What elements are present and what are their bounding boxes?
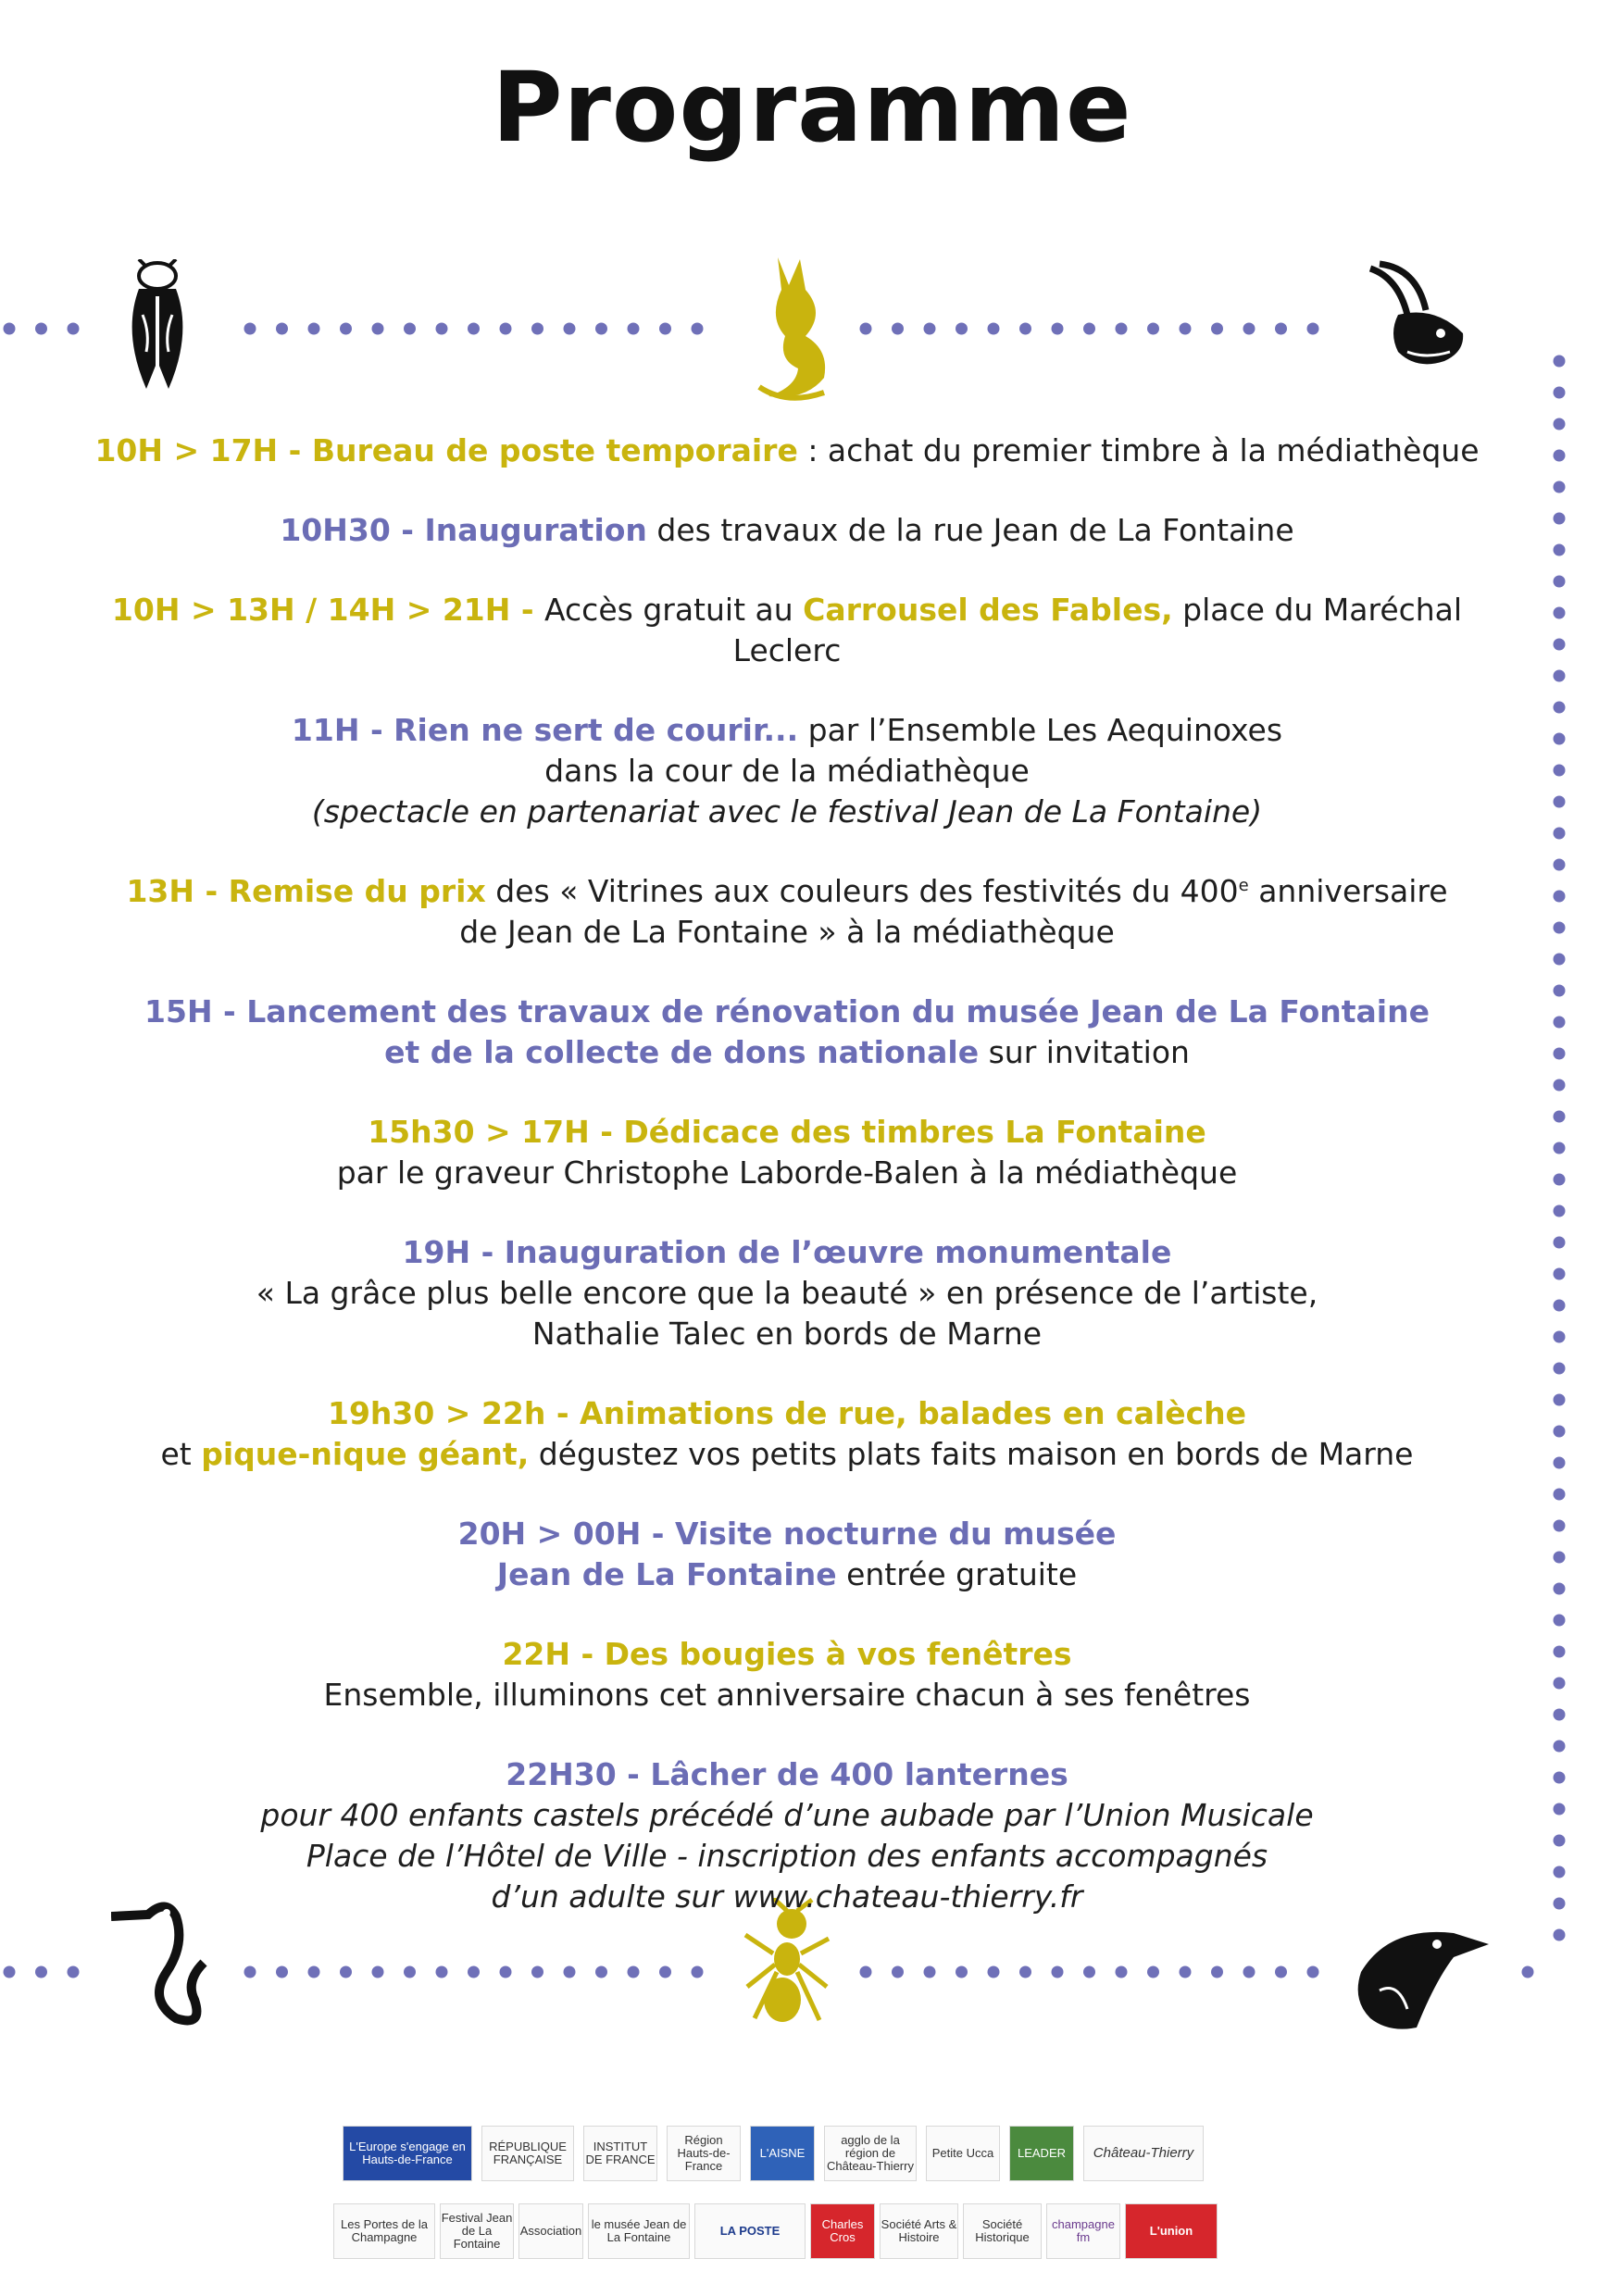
event-2 [56,510,1518,551]
logo-la-poste: LA POSTE [694,2203,806,2259]
event-text: 20H > 00H - Visite nocturne du musée [457,1516,1117,1552]
event-line [56,992,1518,1032]
event-text: 15H - Lancement des travaux de rénovation du musée Jean de La Fontaine [144,993,1430,1029]
logo-societe-historique: Société Historique [963,2203,1042,2259]
event-line [56,590,1518,671]
logo-institut: INSTITUT DE FRANCE [583,2126,657,2181]
beetle-icon [119,259,196,396]
event-4 [56,710,1518,832]
event-line [56,1795,1518,1836]
event-text: 10H30 - Inauguration [280,512,647,548]
logo-charles-cros: Charles Cros [810,2203,875,2259]
event-text: « La grâce plus belle encore que la beauté » en présence de l’artiste, [256,1275,1318,1311]
event-line [56,751,1518,792]
event-10 [56,1514,1518,1595]
event-line [56,1273,1518,1314]
logo-champagne-fm: champagne fm [1046,2203,1120,2259]
event-text: et [160,1436,202,1472]
event-line [56,1032,1518,1073]
event-text: Ensemble, illuminons cet anniversaire chacun à ses fenêtres [323,1677,1251,1713]
event-text: Place de l’Hôtel de Ville - inscription des enfants accompagnés [306,1838,1268,1874]
event-line [56,871,1518,912]
event-9 [56,1393,1518,1475]
event-text: Accès gratuit au [544,592,804,628]
event-text: : achat du premier timbre à la médiathèque [797,432,1480,468]
event-text: 10H > 17H - Bureau de poste temporaire [94,432,798,468]
event-text: 22H30 - Lâcher de 400 lanternes [506,1756,1068,1792]
event-line [56,912,1518,953]
event-text: par l’Ensemble Les Aequinoxes [798,712,1283,748]
event-line [56,710,1518,751]
event-text: 19h30 > 22h - Animations de rue, balades en calèche [327,1395,1247,1431]
event-text: 11H - Rien ne sert de courir... [291,712,799,748]
event-text: pique-nique géant, [201,1436,530,1472]
fox-icon [741,248,843,406]
event-6 [56,992,1518,1073]
program-list [56,430,1518,1956]
rabbit-icon [1361,259,1472,380]
event-7 [56,1112,1518,1193]
event-text: 15h30 > 17H - Dédicace des timbres La Fontaine [368,1114,1206,1150]
logo-chateau-thierry: Château-Thierry [1083,2126,1204,2181]
event-12 [56,1754,1518,1917]
logo-aisne: L'AISNE [750,2126,815,2181]
logo-europe: L'Europe s'engage en Hauts-de-France [343,2126,472,2181]
logo-festival: Festival Jean de La Fontaine [440,2203,514,2259]
event-text: d’un adulte sur www.chateau-thierry.fr [491,1878,1083,1915]
logo-lunion: L'union [1125,2203,1218,2259]
event-text: (spectacle en partenariat avec le festival Jean de La Fontaine) [311,793,1263,830]
page-title: Programme [492,51,1132,164]
event-text: place du Maréchal Leclerc [732,592,1463,668]
logo-association: Association [518,2203,583,2259]
logo-agglo: agglo de la région de Château-Thierry [824,2126,917,2181]
event-text: sur invitation [979,1034,1190,1070]
event-line [56,1754,1518,1795]
event-line [56,1634,1518,1675]
event-line [56,1675,1518,1716]
sponsor-logos [333,2111,1315,2277]
event-1 [56,430,1518,471]
event-line [56,1314,1518,1354]
event-text: dans la cour de la médiathèque [544,753,1030,789]
event-text: entrée gratuite [836,1556,1078,1592]
event-line [56,1514,1518,1554]
logo-portes-champagne: Les Portes de la Champagne [333,2203,435,2259]
event-text: des « Vitrines aux couleurs des festivités du 400 [485,873,1239,909]
event-text: de Jean de La Fontaine » à la médiathèque [459,914,1115,950]
logo-ucca: Petite Ucca [926,2126,1000,2181]
logo-region: Région Hauts-de-France [667,2126,741,2181]
event-text: e [1238,876,1249,895]
event-line [56,1836,1518,1877]
logo-republique: RÉPUBLIQUE FRANÇAISE [481,2126,574,2181]
event-text: 10H > 13H / 14H > 21H - [111,592,545,628]
event-line [56,1434,1518,1475]
event-text: 19H - Inauguration de l’œuvre monumentale [402,1234,1172,1270]
logo-arts-histoire: Société Arts & Histoire [880,2203,958,2259]
event-text: des travaux de la rue Jean de La Fontaine [646,512,1294,548]
event-3 [56,590,1518,671]
event-text: 13H - Remise du prix [126,873,486,909]
event-line [56,1112,1518,1153]
event-line [56,792,1518,832]
logo-musee: le musée Jean de La Fontaine [588,2203,690,2259]
event-line [56,510,1518,551]
event-5 [56,871,1518,953]
event-line [56,1153,1518,1193]
event-text: pour 400 enfants castels précédé d’une aubade par l’Union Musicale [260,1797,1314,1833]
event-line [56,1232,1518,1273]
event-line [56,1393,1518,1434]
event-text: par le graveur Christophe Laborde-Balen à la médiathèque [336,1154,1238,1191]
event-text: 22H - Des bougies à vos fenêtres [502,1636,1072,1672]
event-line [56,430,1518,471]
event-11 [56,1634,1518,1716]
event-text: Nathalie Talec en bords de Marne [531,1316,1043,1352]
event-line [56,1877,1518,1917]
event-text: Jean de La Fontaine [496,1556,837,1592]
event-text: Carrousel des Fables, [803,592,1173,628]
event-text: dégustez vos petits plats faits maison en bords de Marne [529,1436,1414,1472]
event-text: anniversaire [1248,873,1448,909]
event-8 [56,1232,1518,1354]
logo-leader: LEADER [1009,2126,1074,2181]
event-text: et de la collecte de dons nationale [384,1034,980,1070]
event-line [56,1554,1518,1595]
